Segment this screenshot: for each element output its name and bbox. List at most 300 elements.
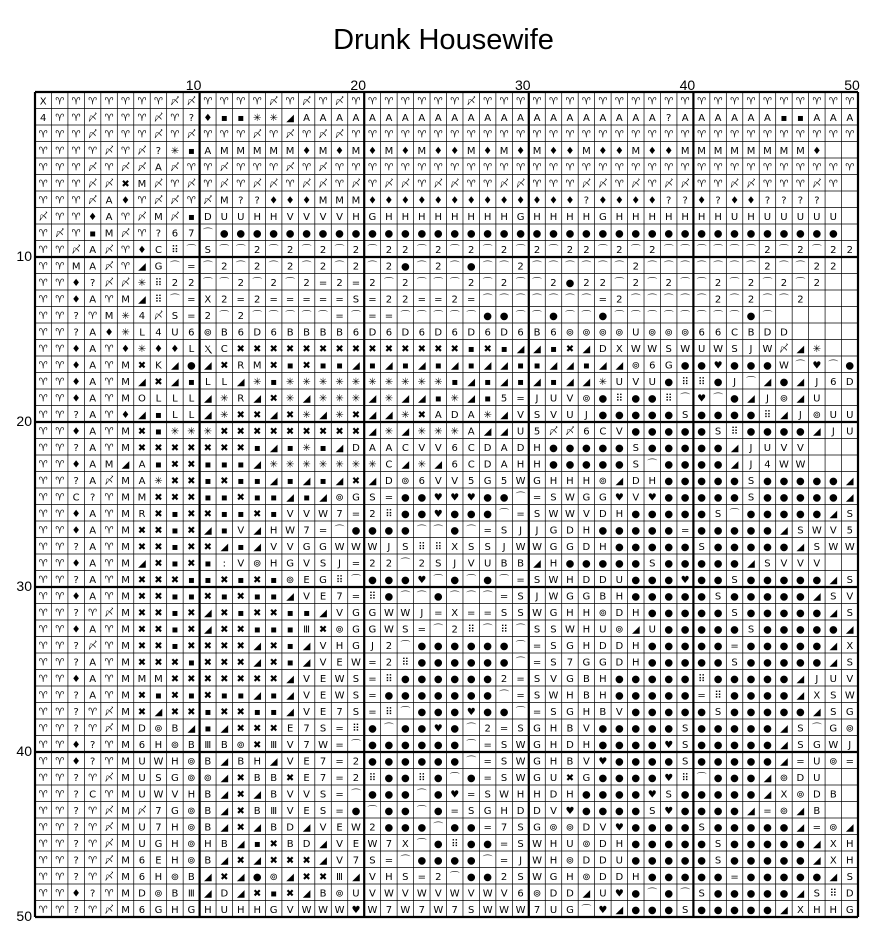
stitch-symbol: 6 <box>517 888 524 900</box>
stitch-symbol: ● <box>483 871 493 883</box>
stitch-symbol: ● <box>763 657 772 669</box>
stitch-symbol: ● <box>400 690 410 702</box>
stitch-symbol: 6 <box>418 475 425 487</box>
stitch-symbol: ● <box>763 756 772 768</box>
stitch-symbol: 6 <box>698 327 705 339</box>
stitch-symbol: 〆 <box>680 178 691 190</box>
stitch-symbol: V <box>550 409 557 421</box>
stitch-symbol: ◢ <box>352 360 360 372</box>
stitch-symbol: G <box>516 211 525 223</box>
stitch-symbol: ? <box>89 888 96 900</box>
stitch-symbol: ⌒ <box>630 294 641 306</box>
stitch-symbol: ● <box>763 838 772 850</box>
stitch-symbol: ⌒ <box>532 310 543 322</box>
stitch-symbol: ● <box>664 459 674 471</box>
stitch-symbol: ♈ <box>351 162 361 174</box>
stitch-symbol: ● <box>187 360 196 372</box>
stitch-symbol: ♈ <box>38 574 48 586</box>
stitch-symbol: S <box>402 541 409 553</box>
stitch-symbol: ⌒ <box>449 261 460 273</box>
stitch-symbol: ▪ <box>517 376 524 388</box>
stitch-symbol: ⌒ <box>696 310 707 322</box>
stitch-symbol: ● <box>664 376 674 388</box>
stitch-symbol: ⌒ <box>482 277 493 289</box>
stitch-symbol: W <box>499 789 510 801</box>
stitch-symbol: ● <box>647 228 657 240</box>
stitch-symbol: ♈ <box>598 129 608 141</box>
stitch-symbol: V <box>550 673 557 685</box>
stitch-symbol: ✖ <box>318 624 328 636</box>
stitch-symbol: ▪ <box>171 591 179 603</box>
stitch-symbol: ♥ <box>697 393 707 405</box>
stitch-symbol: ✖ <box>154 525 163 537</box>
stitch-symbol: 2 <box>221 261 228 273</box>
stitch-symbol: ● <box>730 822 739 834</box>
stitch-symbol: A <box>451 112 459 124</box>
stitch-symbol: ◢ <box>253 640 262 652</box>
stitch-symbol: ✖ <box>285 888 295 900</box>
stitch-symbol: S <box>830 690 837 702</box>
stitch-symbol: ♈ <box>680 162 690 174</box>
stitch-symbol: ⠿ <box>385 673 393 685</box>
stitch-symbol: ⊚ <box>187 855 196 867</box>
stitch-symbol: D <box>763 327 772 339</box>
stitch-symbol: ✖ <box>220 442 229 454</box>
stitch-symbol: 〆 <box>729 178 740 190</box>
stitch-symbol: 〆 <box>136 162 147 174</box>
stitch-symbol: ◢ <box>302 640 311 652</box>
stitch-symbol: ♈ <box>581 162 591 174</box>
stitch-symbol: ● <box>763 591 772 603</box>
stitch-symbol: ◢ <box>319 492 327 504</box>
stitch-symbol: V <box>582 508 590 520</box>
stitch-symbol: G <box>829 723 838 735</box>
stitch-symbol: ● <box>763 673 772 685</box>
stitch-symbol: 〆 <box>71 244 82 256</box>
stitch-symbol: ▪ <box>286 640 294 652</box>
stitch-symbol: ◢ <box>401 459 410 471</box>
stitch-symbol: ● <box>450 756 460 768</box>
stitch-symbol: 2 <box>352 772 360 784</box>
stitch-symbol: ? <box>73 409 79 421</box>
stitch-symbol: ● <box>779 591 789 603</box>
stitch-symbol: 2 <box>780 277 788 289</box>
stitch-symbol: B <box>187 871 195 883</box>
stitch-symbol: ? <box>73 640 79 652</box>
stitch-symbol: ◢ <box>269 475 278 487</box>
stitch-symbol: ⌒ <box>416 310 427 322</box>
stitch-symbol: ♥ <box>680 574 690 586</box>
stitch-symbol: ● <box>796 574 805 586</box>
stitch-symbol: ♈ <box>55 343 65 355</box>
stitch-symbol: ⌒ <box>400 640 411 652</box>
stitch-symbol: ? <box>764 195 771 207</box>
stitch-symbol: ✳ <box>384 376 394 388</box>
stitch-symbol: ⌒ <box>482 624 493 636</box>
stitch-symbol: ✖ <box>154 607 163 619</box>
stitch-symbol: ● <box>483 706 493 718</box>
stitch-symbol: ♦ <box>285 195 295 207</box>
stitch-symbol: S <box>500 607 508 619</box>
stitch-symbol: ♦ <box>104 327 114 339</box>
stitch-symbol: H <box>253 211 261 223</box>
stitch-symbol: M <box>121 739 130 751</box>
stitch-symbol: G <box>533 822 541 834</box>
stitch-symbol: = <box>730 640 739 652</box>
stitch-symbol: ♈ <box>269 162 279 174</box>
stitch-symbol: ⠿ <box>697 376 706 388</box>
stitch-symbol: 7 <box>418 904 425 916</box>
stitch-symbol: M <box>631 145 641 157</box>
stitch-symbol: ♈ <box>38 492 48 504</box>
stitch-symbol: U <box>549 772 558 784</box>
stitch-symbol: ⌒ <box>663 244 674 256</box>
stitch-symbol: ✳ <box>434 376 443 388</box>
stitch-symbol: 〆 <box>104 145 115 157</box>
stitch-symbol: ♈ <box>38 756 48 768</box>
stitch-symbol: H <box>582 607 591 619</box>
stitch-symbol: ▪ <box>204 459 212 471</box>
stitch-symbol: 2 <box>813 277 821 289</box>
stitch-symbol: = <box>384 310 394 322</box>
stitch-symbol: ✖ <box>170 690 180 702</box>
stitch-symbol: ♈ <box>121 129 131 141</box>
stitch-symbol: ⌒ <box>515 310 526 322</box>
stitch-symbol: S <box>500 525 508 537</box>
stitch-symbol: ● <box>614 442 624 454</box>
stitch-symbol: S <box>517 871 524 883</box>
stitch-symbol: ✖ <box>236 772 245 784</box>
stitch-symbol: ● <box>828 228 838 240</box>
stitch-symbol: ♈ <box>697 162 707 174</box>
column-tick-label: 20 <box>350 77 366 93</box>
stitch-symbol: 〆 <box>104 607 115 619</box>
stitch-symbol: ◢ <box>796 343 805 355</box>
stitch-symbol: ♈ <box>219 129 229 141</box>
stitch-symbol: 7 <box>451 904 458 916</box>
stitch-symbol: ⠿ <box>730 426 739 438</box>
stitch-symbol: ♈ <box>466 162 476 174</box>
stitch-symbol: ● <box>796 855 805 867</box>
stitch-symbol: ⌒ <box>515 277 526 289</box>
stitch-symbol: ♈ <box>55 508 65 520</box>
stitch-symbol: ◢ <box>286 706 294 718</box>
stitch-symbol: ● <box>730 525 739 537</box>
stitch-symbol: U <box>697 343 706 355</box>
stitch-symbol: ✖ <box>269 640 278 652</box>
stitch-symbol: ✖ <box>269 838 278 850</box>
stitch-symbol: U <box>846 409 854 421</box>
stitch-symbol: ♈ <box>104 690 114 702</box>
stitch-symbol: J <box>831 426 835 438</box>
stitch-symbol: ▪ <box>171 558 179 570</box>
stitch-symbol: V <box>615 426 623 438</box>
stitch-symbol: ✳ <box>351 459 361 471</box>
stitch-symbol: ♈ <box>55 294 65 306</box>
stitch-symbol: ⌒ <box>696 772 707 784</box>
stitch-symbol: ● <box>763 426 772 438</box>
stitch-symbol: G <box>352 492 360 504</box>
stitch-symbol: M <box>219 195 229 207</box>
stitch-symbol: V <box>434 888 442 900</box>
stitch-symbol: ● <box>779 574 789 586</box>
stitch-symbol: ♥ <box>565 805 575 817</box>
stitch-symbol: W <box>449 888 460 900</box>
stitch-symbol: ♈ <box>367 129 377 141</box>
stitch-symbol: ♦ <box>121 195 131 207</box>
stitch-symbol: ● <box>730 409 739 421</box>
stitch-symbol: B <box>286 327 294 339</box>
stitch-symbol: ♈ <box>137 129 147 141</box>
stitch-symbol: = <box>351 277 361 289</box>
stitch-symbol: ♥ <box>664 805 674 817</box>
stitch-symbol: ◢ <box>203 607 212 619</box>
stitch-symbol: ● <box>664 706 674 718</box>
stitch-symbol: H <box>236 904 245 916</box>
stitch-symbol: ✖ <box>154 508 163 520</box>
stitch-symbol: ▪ <box>286 624 294 636</box>
stitch-symbol: B <box>500 558 508 570</box>
stitch-symbol: ✳ <box>285 459 295 471</box>
stitch-symbol: W <box>532 541 542 553</box>
stitch-symbol: = <box>335 772 344 784</box>
stitch-symbol: Ⅲ <box>336 871 343 883</box>
stitch-symbol: V <box>303 706 311 718</box>
stitch-symbol: W <box>499 904 510 916</box>
stitch-symbol: ● <box>763 871 772 883</box>
stitch-symbol: 2 <box>533 244 541 256</box>
stitch-symbol: 2 <box>352 756 360 768</box>
stitch-symbol: ● <box>730 541 739 553</box>
stitch-symbol: D <box>138 888 146 900</box>
stitch-symbol: ● <box>730 690 739 702</box>
stitch-symbol: ● <box>647 442 657 454</box>
stitch-symbol: ● <box>763 525 772 537</box>
stitch-symbol: ♥ <box>614 888 624 900</box>
stitch-symbol: ● <box>236 228 246 240</box>
stitch-symbol: ⌒ <box>219 310 230 322</box>
stitch-symbol: ● <box>433 789 443 801</box>
stitch-symbol: ● <box>664 888 674 900</box>
stitch-symbol: ● <box>647 690 657 702</box>
stitch-symbol: H <box>632 657 640 669</box>
stitch-symbol: = <box>697 690 706 702</box>
stitch-symbol: 2 <box>336 277 343 289</box>
stitch-symbol: ✖ <box>236 822 245 834</box>
stitch-symbol: H <box>632 871 640 883</box>
stitch-symbol: ♈ <box>38 195 48 207</box>
stitch-symbol: V <box>467 558 475 570</box>
stitch-symbol: D <box>599 574 607 586</box>
stitch-symbol: ◢ <box>253 789 262 801</box>
stitch-symbol: ✖ <box>170 492 180 504</box>
stitch-symbol: ? <box>814 195 820 207</box>
stitch-symbol: U <box>813 393 821 405</box>
stitch-symbol: G <box>582 492 591 504</box>
stitch-symbol: ✖ <box>187 607 196 619</box>
stitch-symbol: G <box>319 541 327 553</box>
stitch-symbol: G <box>598 657 607 669</box>
stitch-symbol: H <box>533 459 541 471</box>
stitch-symbol: ♥ <box>598 756 608 768</box>
stitch-symbol: ⌒ <box>416 277 427 289</box>
stitch-symbol: ◢ <box>253 541 262 553</box>
stitch-symbol: D <box>566 739 574 751</box>
stitch-symbol: ◢ <box>269 409 278 421</box>
stitch-symbol: ● <box>499 657 509 669</box>
stitch-symbol: ♈ <box>614 129 624 141</box>
stitch-symbol: ● <box>400 789 410 801</box>
stitch-symbol: W <box>680 343 691 355</box>
stitch-symbol: 〆 <box>350 178 361 190</box>
stitch-symbol: ✳ <box>137 343 147 355</box>
stitch-symbol: ● <box>746 904 756 916</box>
stitch-symbol: ♈ <box>532 162 542 174</box>
stitch-symbol: V <box>780 558 788 570</box>
stitch-symbol: ⠿ <box>451 838 459 850</box>
stitch-symbol: W <box>433 904 444 916</box>
stitch-symbol: ✖ <box>137 640 147 652</box>
stitch-symbol: 〆 <box>219 162 230 174</box>
stitch-symbol: ● <box>730 904 739 916</box>
stitch-symbol: ▪ <box>155 459 162 471</box>
stitch-symbol: ● <box>433 706 443 718</box>
stitch-symbol: H <box>516 459 525 471</box>
stitch-symbol: S <box>319 789 327 801</box>
stitch-symbol: G <box>533 739 541 751</box>
stitch-symbol: ✖ <box>203 508 213 520</box>
stitch-symbol: ✖ <box>351 409 361 421</box>
stitch-symbol: U <box>549 393 558 405</box>
stitch-symbol: ✖ <box>187 558 196 570</box>
stitch-symbol: ● <box>450 673 460 685</box>
stitch-symbol: 〆 <box>318 162 329 174</box>
stitch-symbol: ● <box>285 228 295 240</box>
stitch-symbol: 〆 <box>136 145 147 157</box>
stitch-symbol: ? <box>715 195 721 207</box>
stitch-symbol: D <box>582 574 591 586</box>
stitch-symbol: L <box>139 327 145 339</box>
stitch-symbol: ● <box>763 904 772 916</box>
stitch-symbol: ● <box>779 673 789 685</box>
stitch-symbol: ● <box>466 822 476 834</box>
stitch-symbol: ✖ <box>269 426 278 438</box>
stitch-symbol: ● <box>499 492 509 504</box>
stitch-symbol: ● <box>664 508 674 520</box>
stitch-symbol: V <box>319 211 327 223</box>
stitch-symbol: M <box>104 310 114 322</box>
stitch-symbol: ? <box>781 195 787 207</box>
stitch-symbol: X <box>401 838 409 850</box>
stitch-symbol: M <box>351 195 361 207</box>
stitch-symbol: H <box>681 211 689 223</box>
stitch-symbol: ⌒ <box>186 244 197 256</box>
stitch-symbol: ? <box>155 228 162 240</box>
stitch-symbol: H <box>566 871 574 883</box>
stitch-symbol: ◢ <box>187 723 196 735</box>
stitch-symbol: S <box>764 558 771 570</box>
stitch-symbol: = <box>417 871 427 883</box>
stitch-symbol: = <box>187 310 196 322</box>
stitch-symbol: ⌒ <box>416 525 427 537</box>
stitch-symbol: ● <box>598 459 608 471</box>
stitch-symbol: U <box>846 426 854 438</box>
stitch-symbol: M <box>121 591 130 603</box>
stitch-symbol: ♦ <box>153 343 163 355</box>
stitch-symbol: G <box>352 607 360 619</box>
stitch-symbol: = <box>763 805 772 817</box>
stitch-symbol: ♈ <box>647 96 657 108</box>
stitch-symbol: ● <box>400 805 410 817</box>
stitch-symbol: S <box>319 558 327 570</box>
stitch-symbol: ✳ <box>450 426 459 438</box>
stitch-symbol: ♈ <box>88 855 98 867</box>
stitch-symbol: U <box>615 855 623 867</box>
stitch-symbol: 6 <box>583 426 590 438</box>
stitch-symbol: ♈ <box>104 112 114 124</box>
stitch-symbol: ✳ <box>417 459 427 471</box>
stitch-symbol: G <box>598 211 607 223</box>
stitch-symbol: 2 <box>714 277 722 289</box>
stitch-symbol: ● <box>417 822 427 834</box>
stitch-symbol: ● <box>713 805 723 817</box>
stitch-symbol: ✖ <box>137 607 147 619</box>
stitch-symbol: 4 <box>40 112 47 124</box>
stitch-symbol: S <box>500 772 508 784</box>
stitch-symbol: ♈ <box>88 871 98 883</box>
stitch-symbol: ♦ <box>71 525 81 537</box>
stitch-symbol: ● <box>680 442 690 454</box>
stitch-symbol: A <box>434 409 442 421</box>
stitch-symbol: ● <box>549 459 558 471</box>
stitch-symbol: H <box>599 673 607 685</box>
stitch-symbol: G <box>154 904 163 916</box>
stitch-symbol: ♈ <box>55 162 65 174</box>
stitch-symbol: ⌒ <box>729 244 740 256</box>
stitch-symbol: ♈ <box>795 96 805 108</box>
stitch-symbol: H <box>253 756 261 768</box>
stitch-symbol: = <box>483 525 492 537</box>
stitch-symbol: ◢ <box>417 360 426 372</box>
stitch-symbol: ● <box>697 706 706 718</box>
stitch-symbol: ● <box>450 855 460 867</box>
stitch-symbol: ▪ <box>336 360 343 372</box>
stitch-symbol: V <box>286 739 294 751</box>
stitch-symbol: A <box>89 459 97 471</box>
stitch-symbol: ♈ <box>55 327 65 339</box>
stitch-symbol: ✖ <box>269 343 278 355</box>
stitch-symbol: ? <box>89 756 96 768</box>
stitch-symbol: ▪ <box>187 211 195 223</box>
stitch-symbol: ● <box>417 706 427 718</box>
stitch-symbol: G <box>483 805 492 817</box>
stitch-symbol: ♈ <box>71 211 81 223</box>
stitch-symbol: ● <box>730 855 739 867</box>
stitch-symbol: 〆 <box>515 178 526 190</box>
stitch-symbol: X <box>451 607 459 619</box>
stitch-symbol: ▪ <box>369 360 376 372</box>
stitch-symbol: = <box>351 591 361 603</box>
stitch-symbol: ▪ <box>484 376 492 388</box>
stitch-symbol: 2 <box>221 294 228 306</box>
stitch-symbol: ♈ <box>417 178 427 190</box>
stitch-symbol: M <box>121 541 130 553</box>
stitch-symbol: W <box>811 525 822 537</box>
stitch-symbol: M <box>796 145 805 157</box>
stitch-symbol: ⌒ <box>449 871 460 883</box>
stitch-symbol: H <box>154 871 163 883</box>
stitch-symbol: ⊚ <box>648 327 657 339</box>
